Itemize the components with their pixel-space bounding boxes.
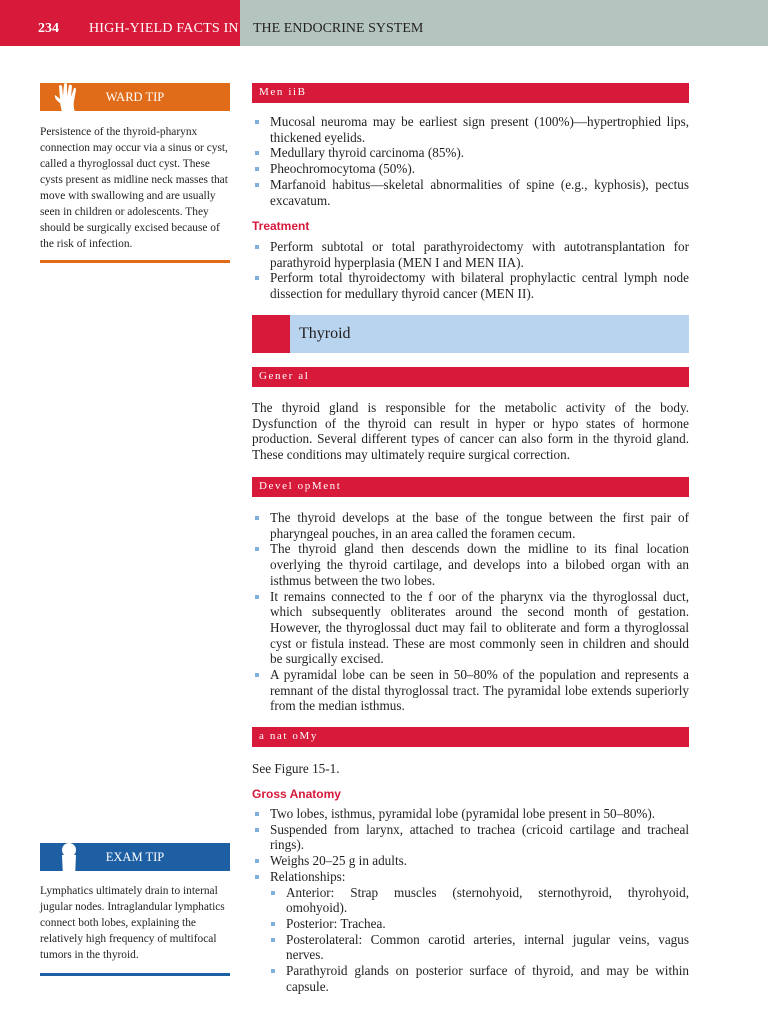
chapter-title: THE ENDOCRINE SYSTEM: [253, 21, 424, 36]
ward-tip-label: WARD TIP: [105, 90, 165, 104]
ward-tip-text: Persistence of the thyroid-pharynx connection may occur via a sinus or cyst, called a thyroglossal duct cyst. These cysts present as midline neck masses that move with swallowing and are usually seen in children or adolescents. They should be surgically excised because of the risk of infection.: [40, 126, 228, 250]
exam-tip-text: Lymphatics ultimately drain to internal jugular nodes. Intraglandular lymphatics connect both lobes, explaining the relatively high frequency of multifocal tumors in the thyroid.: [40, 885, 225, 961]
list-item: Weighs 20–25 g in adults.: [252, 853, 689, 869]
list-item: Two lobes, isthmus, pyramidal lobe (pyramidal lobe present in 50–80%).: [252, 806, 689, 822]
list-item: It remains connected to the f oor of the pharynx via the thyroglossal duct, which subsequently obliterates around the second month of gestation. However, the thyroglossal duct may fail to obliterate and form a thyroglossal cyst or fistula instead. These are most commonly seen in children and should be surgically excised.: [252, 589, 689, 668]
ward-tip-rule: [40, 260, 230, 263]
section-heading-development: [252, 477, 689, 497]
thyroid-title-box: [252, 315, 689, 353]
treatment-list: [252, 239, 689, 302]
section-heading-label: a nat oMy: [259, 730, 319, 742]
ward-tip-banner: [40, 83, 230, 111]
section-heading-men-iib: [252, 83, 689, 103]
title-accent: [252, 315, 290, 353]
page-number: 234: [38, 21, 59, 36]
section-heading-general: [252, 367, 689, 387]
running-header-right: [240, 0, 768, 46]
sub-list-item: Anterior: Strap muscles (sternohyoid, sternothyroid, thyrohyoid, omohyoid).: [252, 885, 689, 916]
running-header-left: [0, 0, 240, 46]
men-iib-list: [252, 114, 689, 208]
list-item: Medullary thyroid carcinoma (85%).: [252, 145, 689, 161]
thyroid-title: Thyroid: [299, 325, 351, 342]
list-item: Suspended from larynx, attached to trachea (cricoid cartilage and tracheal rings).: [252, 822, 689, 853]
book-title: HIGH-YIELD FACTS IN: [89, 21, 239, 36]
sub-list-item: Posterior: Trachea.: [252, 916, 689, 932]
list-item: Perform subtotal or total parathyroidectomy with autotransplantation for parathyroid hyperplasia (MEN I and MEN IIA).: [252, 239, 689, 270]
list-item: Pheochromocytoma (50%).: [252, 161, 689, 177]
section-heading-label: Devel opMent: [259, 480, 342, 492]
exam-tip-banner: [40, 843, 230, 871]
anatomy-intro: See Figure 15-1.: [252, 761, 340, 776]
list-item: A pyramidal lobe can be seen in 50–80% of the population and represents a remnant of the distal thyroglossal tract. The pyramidal lobe extends superiorly from the median isthmus.: [252, 667, 689, 714]
list-item: The thyroid gland then descends down the midline to its final location overlying the thyroid cartilage, and develops into a bilobed organ with an isthmus between the two lobes.: [252, 541, 689, 588]
list-item: The thyroid develops at the base of the tongue between the first pair of pharyngeal pouches, in an area called the foramen cecum.: [252, 510, 689, 541]
list-item: Marfanoid habitus—skeletal abnormalities of spine (e.g., kyphosis), pectus excavatum.: [252, 177, 689, 208]
list-item: Perform total thyroidectomy with bilateral prophylactic central lymph node dissection for medullary thyroid cancer (MEN II).: [252, 270, 689, 301]
sub-list-item: Parathyroid glands on posterior surface of thyroid, and may be within capsule.: [252, 963, 689, 994]
development-list: [252, 510, 689, 714]
sub-list-item: Posterolateral: Common carotid arteries, internal jugular veins, vagus nerves.: [252, 932, 689, 963]
list-item: Relationships:: [252, 869, 689, 885]
gross-anatomy-list: [252, 806, 689, 994]
exam-tip-rule: [40, 973, 230, 976]
exam-tip-label: EXAM TIP: [105, 850, 165, 864]
gross-anatomy-heading: Gross Anatomy: [252, 787, 341, 801]
list-item: Mucosal neuroma may be earliest sign present (100%)—hypertrophied lips, thickened eyelids.: [252, 114, 689, 145]
section-heading-label: Gener al: [259, 370, 310, 382]
section-heading-anatomy: [252, 727, 689, 747]
general-paragraph: The thyroid gland is responsible for the metabolic activity of the body. Dysfunction of the thyroid can result in hyper or hypo states of hormone production. Several different types of cancer can also form in the thyroid gland. These conditions may ultimately require surgical correction.: [252, 400, 689, 463]
treatment-heading: Treatment: [252, 219, 310, 233]
section-heading-label: Men iiB: [259, 86, 307, 98]
